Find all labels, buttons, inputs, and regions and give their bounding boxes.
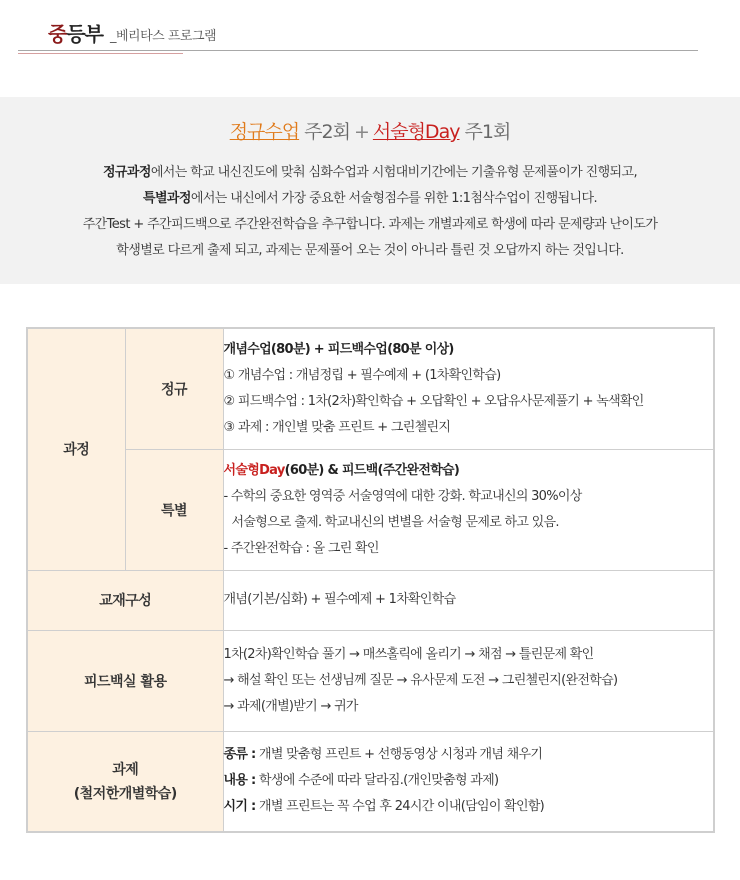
table-row-feedback-room — [27, 630, 714, 731]
feedback-line-3: → 과제(개별)받기 → 귀가 — [223, 698, 358, 714]
desc-line-2 — [0, 186, 740, 212]
headline-special: 서술형Day — [372, 121, 460, 143]
homework-value-content: 학생에 수준에 따라 달라짐.(개인맞춤형 과제) — [258, 773, 499, 789]
feedback-line-2: → 해설 확인 또는 선생님께 질문 → 유사문제 도전 → 그린첼린지(완전학습) — [223, 672, 618, 688]
desc-line-3: 주간Test + 주간피드백으로 주간완전학습을 추구합니다. 과제는 개별과제로 학생에 따라 문제량과 난이도가 — [82, 217, 658, 232]
desc-line-1-text: 에서는 학교 내신진도에 맞춰 심화수업과 시험대비기간에는 기출유형 문제풀이가 진행되고, — [150, 165, 638, 180]
headline-special-count: 주1회 — [464, 121, 511, 143]
regular-title: 개념수업(80분) + 피드백수업(80분 이상) — [223, 341, 454, 357]
special-item-2: 서술형으로 출제. 학교내신의 변별을 서술형 문제로 하고 있음. — [231, 514, 559, 530]
homework-value-timing: 개별 프린트는 꼭 수업 후 24시간 이내(담임이 확인함) — [258, 799, 545, 815]
table-row-homework — [27, 731, 714, 832]
headline-regular: 정규수업 — [229, 121, 300, 143]
desc-line-1 — [0, 160, 740, 186]
special-title — [224, 458, 714, 484]
regular-item-3: ③ 과제 : 개인별 맞춤 프린트 + 그린첼린지 — [223, 419, 451, 435]
course-label: 과정 — [27, 328, 125, 570]
special-content — [223, 449, 714, 570]
homework-row-timing — [224, 794, 714, 820]
textbook-content: 개념(기본/심화) + 필수예제 + 1차확인학습 — [223, 570, 714, 630]
homework-row-content — [224, 768, 714, 794]
homework-content — [223, 731, 714, 832]
banner-headline — [0, 117, 740, 144]
textbook-label: 교재구성 — [27, 570, 223, 630]
desc-line-1-bold: 정규과정 — [102, 165, 151, 180]
special-title-rest: (60분) & 피드백(주간완전학습) — [284, 462, 460, 478]
special-item-3: - 주간완전학습 : 올 그린 확인 — [223, 540, 379, 556]
program-table — [26, 327, 715, 833]
regular-item-1: ① 개념수업 : 개념정립 + 필수예제 + (1차확인학습) — [223, 367, 501, 383]
homework-label — [27, 731, 223, 832]
desc-line-2-text: 에서는 내신에서 가장 중요한 서술형점수를 위한 1:1첨삭수업이 진행됩니다. — [190, 191, 597, 206]
page-title-rest: 등부 — [66, 22, 103, 46]
homework-label-line-2: (철저한개별학습) — [73, 786, 177, 803]
desc-line-2-bold: 특별과정 — [143, 191, 191, 206]
headline-plus: + — [353, 121, 369, 143]
feedback-room-content — [223, 630, 714, 731]
regular-item-2: ② 피드백수업 : 1차(2차)확인학습 + 오답확인 + 오답유사문제풀기 + 녹색확인 — [223, 393, 644, 409]
banner-description — [0, 160, 740, 264]
headline-regular-count: 주2회 — [304, 121, 350, 143]
special-item-1: - 수학의 중요한 영역중 서술영역에 대한 강화. 학교내신의 30%이상 — [223, 488, 582, 504]
table-row-textbook — [27, 570, 714, 630]
header-accent-line — [18, 53, 183, 54]
homework-key-type: 종류 : — [223, 747, 256, 763]
section-header — [18, 16, 698, 56]
homework-row-type — [224, 742, 714, 768]
feedback-room-label: 피드백실 활용 — [27, 630, 223, 731]
header-divider — [18, 50, 698, 51]
regular-label: 정규 — [125, 328, 223, 449]
page-subtitle: _베리타스 프로그램 — [110, 29, 217, 44]
homework-label-line-1: 과제 — [112, 762, 139, 779]
special-label: 특별 — [125, 449, 223, 570]
feedback-line-1: 1차(2차)확인학습 풀기 → 매쓰홀릭에 올리기 → 채점 → 틀린문제 확인 — [223, 646, 594, 662]
table-row-special — [27, 449, 714, 570]
special-title-red: 서술형Day — [223, 462, 285, 478]
homework-value-type: 개별 맞춤형 프린트 + 선행동영상 시청과 개념 채우기 — [258, 747, 543, 763]
page-title-first-char: 중 — [48, 22, 67, 46]
desc-line-4: 학생별로 다르게 출제 되고, 과제는 문제풀어 오는 것이 아니라 틀린 것 오답까지 하는 것입니다. — [116, 243, 624, 258]
homework-key-timing: 시기 : — [223, 799, 256, 815]
regular-content — [223, 328, 714, 449]
page-title — [48, 18, 103, 47]
homework-key-content: 내용 : — [223, 773, 256, 789]
table-row-regular — [27, 328, 714, 449]
